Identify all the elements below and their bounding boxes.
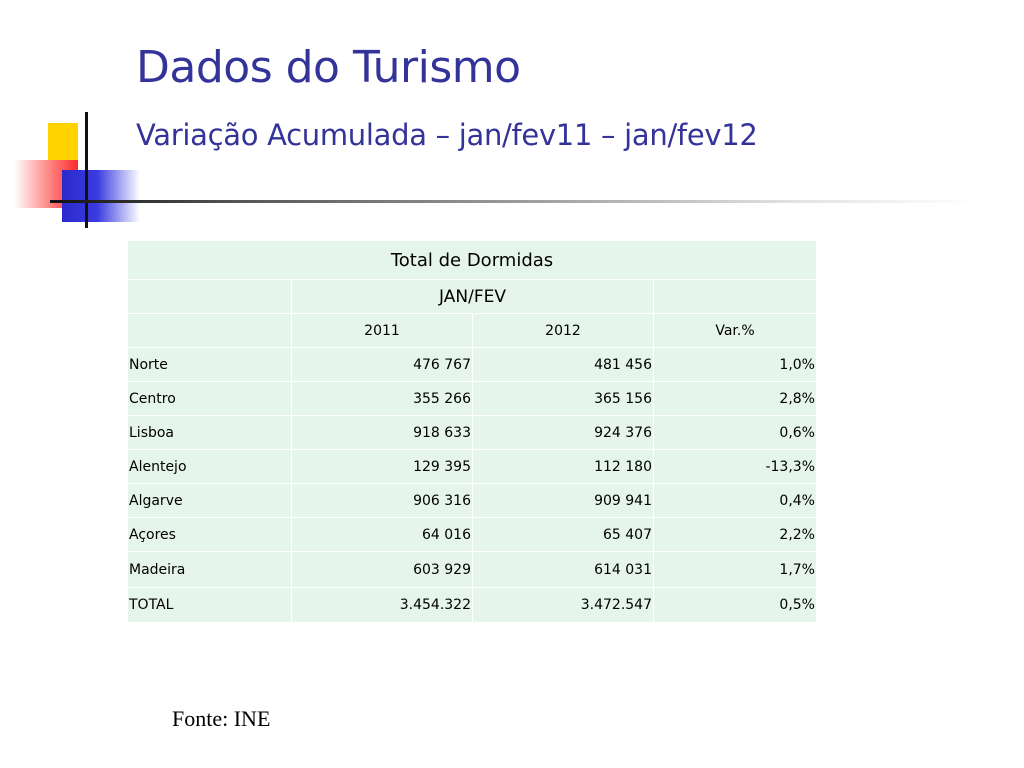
region-cell: TOTAL: [128, 587, 292, 622]
variation-cell: 2,2%: [654, 517, 816, 551]
value-2011-cell: 64 016: [292, 517, 473, 551]
table-row: [128, 381, 816, 415]
period-header: JAN/FEV: [292, 279, 654, 313]
column-header-2012: 2012: [473, 313, 654, 347]
decor-vertical-line: [85, 112, 88, 228]
table-row: [128, 551, 816, 587]
slide-subtitle: Variação Acumulada – jan/fev11 – jan/fev12: [136, 118, 758, 152]
column-header-2011: 2011: [292, 313, 473, 347]
region-cell: Lisboa: [128, 415, 292, 449]
decor-yellow-square: [48, 123, 78, 163]
value-2011-cell: 918 633: [292, 415, 473, 449]
table-caption: Total de Dormidas: [390, 249, 554, 271]
variation-cell: 1,0%: [654, 347, 816, 381]
value-2011-cell: 476 767: [292, 347, 473, 381]
table-caption-row: [128, 241, 816, 279]
empty-cell: [128, 313, 292, 347]
decor-blue-gradient: [62, 170, 140, 222]
value-2011-cell: 906 316: [292, 483, 473, 517]
value-2011-cell: 3.454.322: [292, 587, 473, 622]
table-row: [128, 415, 816, 449]
variation-cell: 0,4%: [654, 483, 816, 517]
value-2012-cell: 481 456: [473, 347, 654, 381]
column-header-var: Var.%: [654, 313, 816, 347]
table-row: [128, 449, 816, 483]
empty-cell: [128, 279, 292, 313]
variation-cell: 0,5%: [654, 587, 816, 622]
value-2011-cell: 129 395: [292, 449, 473, 483]
table-period-row: [128, 279, 816, 313]
table-row: [128, 483, 816, 517]
table-column-header-row: [128, 313, 816, 347]
value-2012-cell: 924 376: [473, 415, 654, 449]
empty-cell: [654, 279, 816, 313]
value-2011-cell: 355 266: [292, 381, 473, 415]
slide-title: Dados do Turismo: [136, 42, 521, 93]
overnight-stays-table-container: [128, 241, 816, 622]
table-row: [128, 517, 816, 551]
variation-cell: 1,7%: [654, 551, 816, 587]
region-cell: Algarve: [128, 483, 292, 517]
variation-cell: 2,8%: [654, 381, 816, 415]
value-2012-cell: 365 156: [473, 381, 654, 415]
table-total-row: [128, 587, 816, 622]
region-cell: Alentejo: [128, 449, 292, 483]
value-2011-cell: 603 929: [292, 551, 473, 587]
value-2012-cell: 65 407: [473, 517, 654, 551]
overnight-stays-table: [128, 241, 816, 622]
variation-cell: 0,6%: [654, 415, 816, 449]
region-cell: Norte: [128, 347, 292, 381]
table-row: [128, 347, 816, 381]
value-2012-cell: 909 941: [473, 483, 654, 517]
region-cell: Açores: [128, 517, 292, 551]
decor-horizontal-line: [50, 200, 980, 203]
variation-cell: -13,3%: [654, 449, 816, 483]
region-cell: Centro: [128, 381, 292, 415]
value-2012-cell: 112 180: [473, 449, 654, 483]
value-2012-cell: 614 031: [473, 551, 654, 587]
source-note: Fonte: INE: [172, 706, 271, 731]
region-cell: Madeira: [128, 551, 292, 587]
value-2012-cell: 3.472.547: [473, 587, 654, 622]
